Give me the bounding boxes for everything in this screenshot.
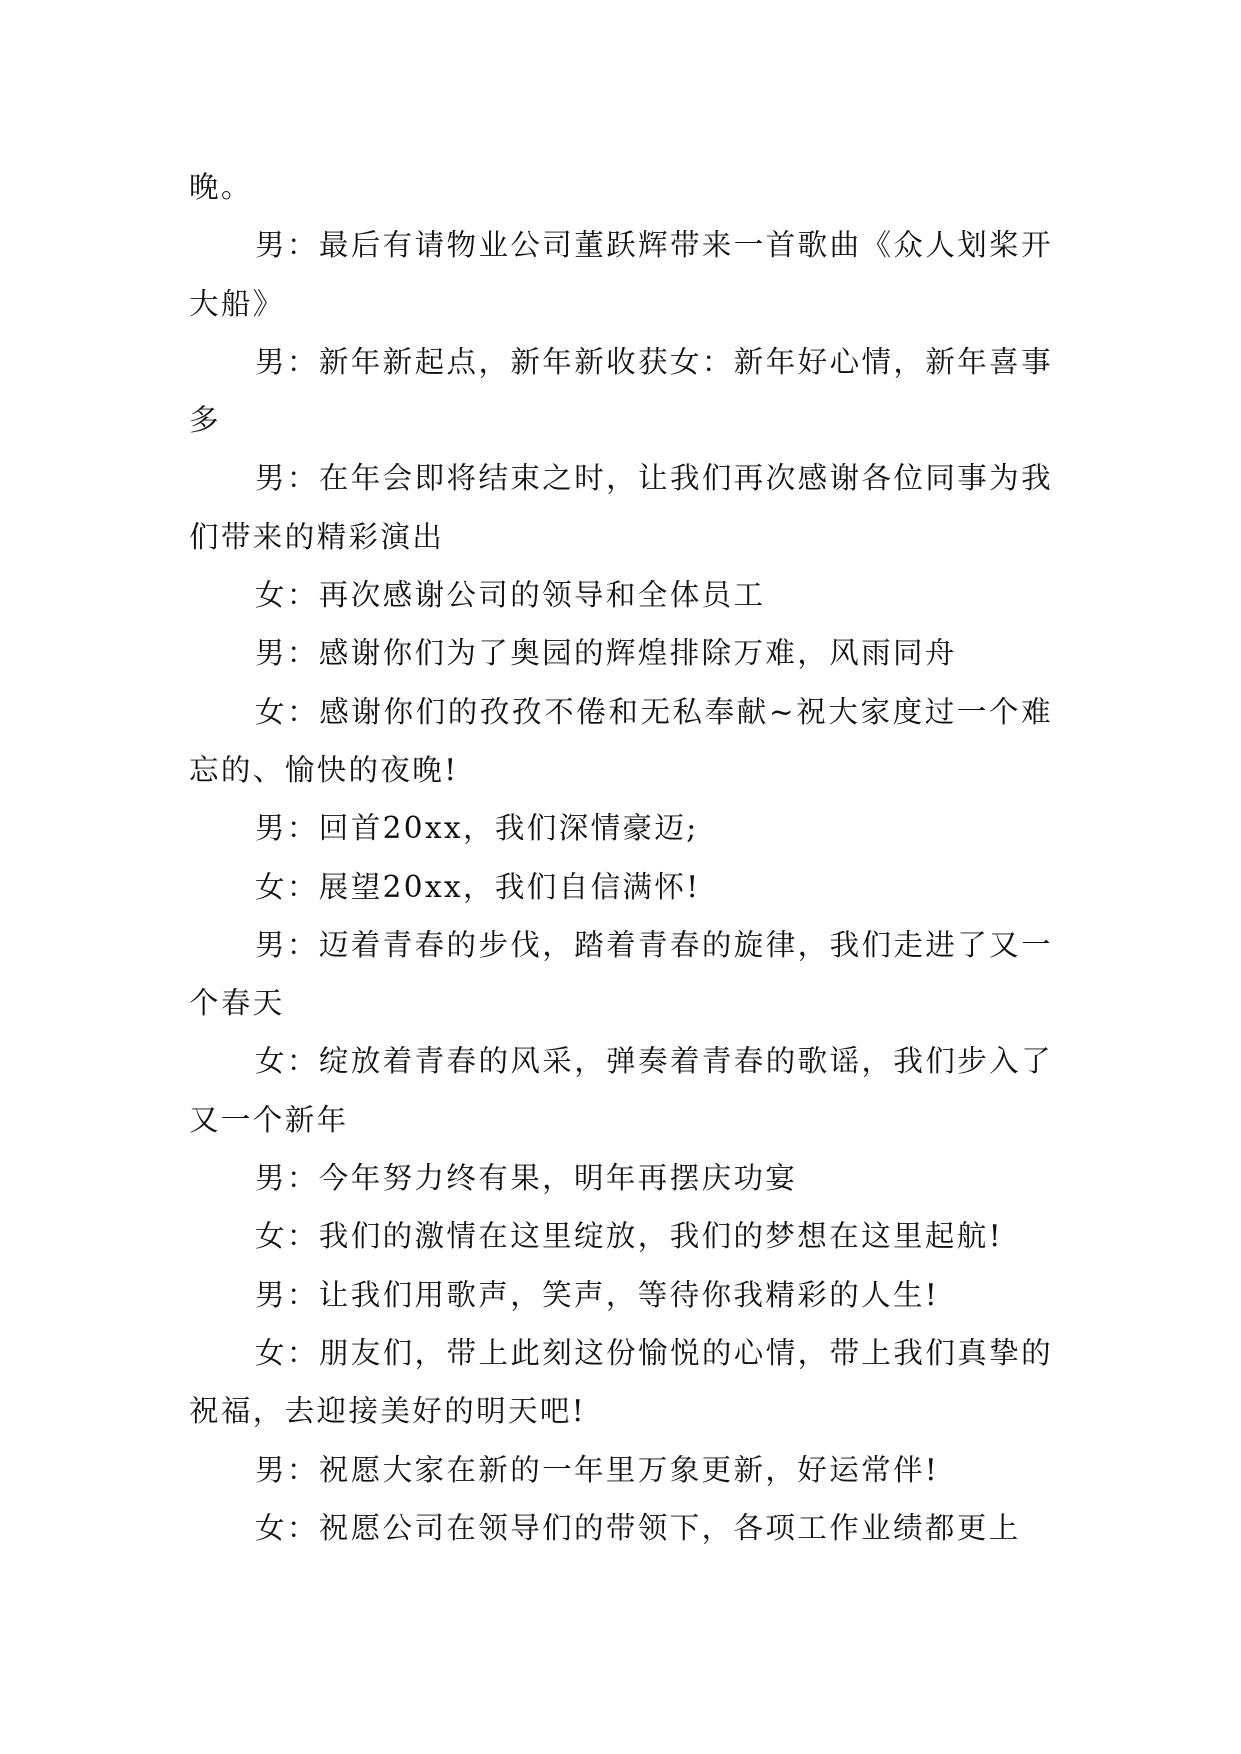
- paragraph-female-line: 女：我们的激情在这里绽放，我们的梦想在这里起航!: [255, 1219, 1003, 1254]
- paragraph-male-line: 男：祝愿大家在新的一年里万象更新，好运常伴!: [255, 1452, 940, 1487]
- paragraph-male-line: 男：在年会即将结束之时，让我们再次感谢各位同事为我们带来的精彩演出: [189, 461, 1053, 554]
- paragraph-male-line: 男：最后有请物业公司董跃辉带来一首歌曲《众人划桨开大船》: [189, 228, 1053, 321]
- paragraph-male-line: 男：感谢你们为了奥园的辉煌排除万难，风雨同舟: [255, 636, 957, 671]
- paragraph-male-line: 男：回首20xx，我们深情豪迈;: [255, 811, 699, 846]
- paragraph-female-line: 女：再次感谢公司的领导和全体员工: [255, 578, 766, 613]
- paragraph-continuation: 晚。: [189, 170, 253, 204]
- paragraph-male-line: 男：迈着青春的步伐，踏着青春的旋律，我们走进了又一个春天: [189, 927, 1053, 1021]
- document-body: [189, 158, 1053, 1557]
- paragraph-female-line: 女：朋友们，带上此刻这份愉悦的心情，带上我们真挚的祝福，去迎接美好的明天吧!: [189, 1335, 1053, 1429]
- paragraph-female-line: 女：绽放着青春的风采，弹奏着青春的歌谣，我们步入了又一个新年: [189, 1044, 1053, 1137]
- paragraph-female-line: 女：感谢你们的孜孜不倦和无私奉献~祝大家度过一个难忘的、愉快的夜晚!: [189, 694, 1053, 787]
- paragraph-female-line: 女：展望20xx，我们自信满怀!: [255, 869, 701, 904]
- paragraph-male-line: 男：新年新起点，新年新收获女：新年好心情，新年喜事多: [189, 344, 1053, 438]
- paragraph-male-line: 男：今年努力终有果，明年再摆庆功宴: [255, 1161, 798, 1196]
- paragraph-female-line: 女：祝愿公司在领导们的带领下，各项工作业绩都更上: [255, 1510, 1021, 1545]
- paragraph-male-line: 男：让我们用歌声，笑声，等待你我精彩的人生!: [255, 1277, 940, 1312]
